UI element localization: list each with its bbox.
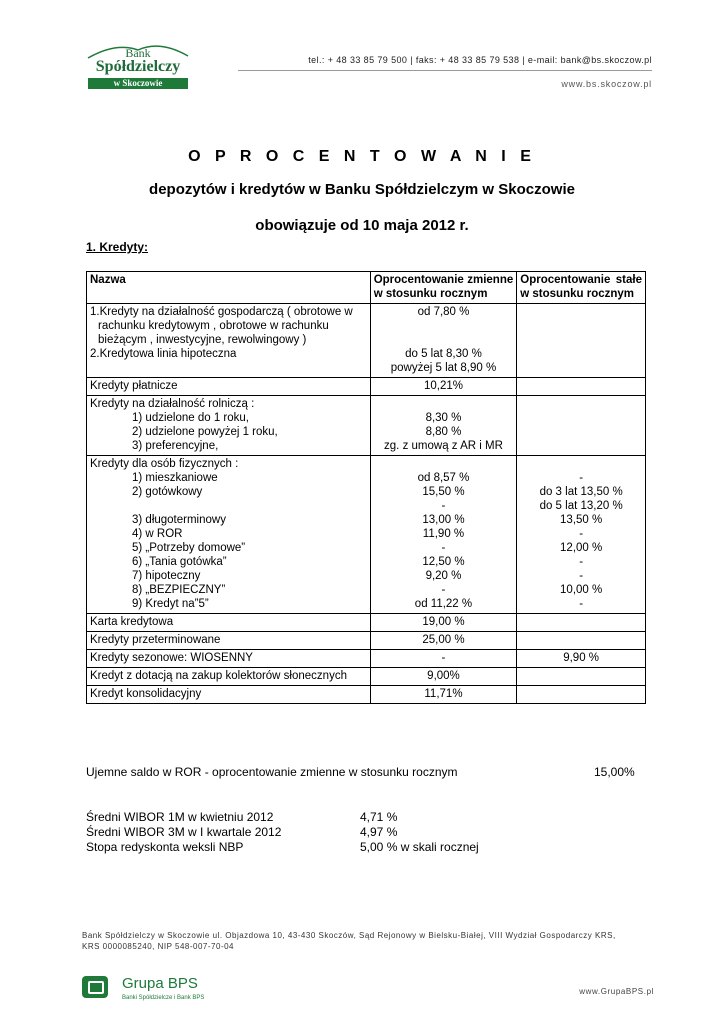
row-fixed-cell — [517, 396, 646, 456]
row-fixed-cell — [517, 632, 646, 650]
cell-line: bieżącym , inwestycyjne, rewolwingowy ) — [98, 334, 307, 346]
row-name-cell — [87, 650, 371, 668]
cell-line: - — [441, 500, 446, 512]
logo-bank-text: Bank — [125, 46, 151, 60]
row-name-cell — [87, 456, 371, 614]
cell-line: 7) hipoteczny — [132, 570, 201, 582]
row-variable-cell — [370, 614, 517, 632]
row-variable-cell — [370, 378, 517, 396]
cell-line — [520, 439, 642, 453]
cell-line: - — [579, 598, 584, 610]
valid-from: obowiązuje od 10 maja 2012 r. — [255, 217, 469, 234]
cell-line: 4) w ROR — [132, 528, 183, 540]
cell-line — [520, 425, 642, 439]
footer-line-1: Bank Spółdzielczy w Skoczowie ul. Objazdowa 10, 43-430 Skoczów, Sąd Rejonowy w Bielsku-Białej, VIII Wydział Gospodarczy KRS, — [82, 931, 616, 940]
logo-name-text: Spółdzielczy — [95, 58, 181, 75]
cell-line: zg. z umową z AR i MR — [384, 440, 503, 452]
cell-line — [90, 361, 367, 375]
cell-line: - — [579, 472, 584, 484]
cell-line — [520, 397, 642, 411]
cell-line: 2) gotówkowy — [132, 486, 203, 498]
cell-line: 3) preferencyjne, — [132, 440, 219, 452]
row-variable-cell — [370, 396, 517, 456]
grupa-bps-subtitle: Banki Spółdzielcze i Bank BPS — [122, 995, 205, 1001]
cell-line: 9,20 % — [425, 570, 462, 582]
cell-line — [520, 615, 642, 629]
grupa-website-link[interactable]: www.GrupaBPS.pl — [579, 987, 654, 996]
cell-line: Kredyty dla osób fizycznych : — [90, 458, 239, 470]
footer-line-2: KRS 0000085240, NIP 548-007-70-04 — [82, 942, 235, 951]
cell-line: - — [579, 528, 584, 540]
row-name-cell — [87, 396, 371, 456]
table-row — [87, 668, 646, 686]
cell-line — [520, 379, 642, 393]
cell-line: - — [441, 584, 446, 596]
table-row — [87, 632, 646, 650]
saldo-value: 15,00% — [594, 765, 635, 779]
cell-line: 1) udzielone do 1 roku, — [132, 412, 249, 424]
cell-line: 13,00 % — [422, 514, 465, 526]
header-divider — [238, 70, 652, 71]
table-row — [87, 396, 646, 456]
row-variable-cell — [370, 668, 517, 686]
document-subtitle: depozytów i kredytów w Banku Spółdzielczym w Skoczowie — [149, 181, 575, 198]
rate-label: Średni WIBOR 1M w kwietniu 2012 — [86, 810, 274, 824]
cell-line: do 5 lat 13,20 % — [539, 500, 623, 512]
cell-line — [520, 457, 642, 471]
cell-line: 8) „BEZPIECZNY” — [132, 584, 226, 596]
cell-line — [520, 687, 642, 701]
contact-line: tel.: + 48 33 85 79 500 | faks: + 48 33 85 79 538 | e-mail: bank@bs.skoczow.pl — [308, 55, 652, 65]
row-name-cell — [87, 686, 371, 704]
cell-line: 11,71% — [424, 688, 463, 700]
rate-value: 5,00 % w skali rocznej — [360, 840, 479, 854]
cell-line — [520, 305, 642, 319]
table-row — [87, 378, 646, 396]
row-fixed-cell — [517, 686, 646, 704]
section-heading: 1. Kredyty: — [86, 240, 149, 254]
cell-line: 10,00 % — [560, 584, 603, 596]
row-variable-cell — [370, 304, 517, 378]
cell-line: - — [441, 652, 446, 664]
cell-line: od 11,22 % — [414, 598, 473, 610]
header-variable: Oprocentowanie zmienne w stosunku rocznym — [370, 272, 517, 304]
saldo-label: Ujemne saldo w ROR - oprocentowanie zmienne w stosunku rocznym — [86, 765, 458, 779]
cell-line — [520, 669, 642, 683]
cell-line: Kredyty płatnicze — [90, 380, 178, 392]
cell-line: 12,50 % — [422, 556, 465, 568]
cell-line: do 5 lat 8,30 % — [405, 348, 482, 360]
cell-line: od 8,57 % — [417, 472, 470, 484]
cell-line — [520, 411, 642, 425]
cell-line: 2) udzielone powyżej 1 roku, — [132, 426, 278, 438]
row-variable-cell — [370, 686, 517, 704]
footer-address — [82, 931, 616, 951]
row-fixed-cell — [517, 614, 646, 632]
cell-line: 1.Kredyty na działalność gospodarczą ( obrotowe w — [90, 306, 353, 318]
cell-line: 8,80 % — [425, 426, 462, 438]
cell-line: - — [441, 542, 446, 554]
row-fixed-cell — [517, 668, 646, 686]
row-name-cell — [87, 378, 371, 396]
cell-line: Kredyt konsolidacyjny — [90, 688, 202, 700]
cell-line: 6) „Tania gotówka” — [132, 556, 227, 568]
header-fixed: Oprocentowanie stałe w stosunku rocznym — [517, 272, 646, 304]
cell-line: 3) długoterminowy — [132, 514, 226, 526]
grupa-bps-name: Grupa BPS — [122, 975, 198, 992]
document-title: O P R O C E N T O W A N I E — [188, 148, 536, 165]
rate-value: 4,71 % — [360, 810, 398, 824]
cell-line — [374, 319, 514, 333]
row-fixed-cell — [517, 378, 646, 396]
cell-line: 12,00 % — [560, 542, 603, 554]
bank-logo — [86, 44, 190, 90]
cell-line — [374, 457, 514, 471]
cell-line: Kredyty sezonowe: WIOSENNY — [90, 652, 253, 664]
cell-line: 10,21% — [423, 380, 463, 392]
rates-table — [86, 271, 646, 704]
cell-line: 25,00 % — [422, 634, 465, 646]
cell-line: 19,00 % — [422, 616, 465, 628]
table-row — [87, 614, 646, 632]
table-row — [87, 304, 646, 378]
table-row — [87, 650, 646, 668]
cell-line — [520, 333, 642, 347]
grupa-bps-logo-icon — [82, 976, 108, 998]
row-variable-cell — [370, 650, 517, 668]
row-fixed-cell — [517, 456, 646, 614]
cell-line — [520, 347, 642, 361]
table-row — [87, 686, 646, 704]
cell-line: rachunku kredytowym , obrotowe w rachunku — [98, 320, 329, 332]
cell-line: 11,90 % — [422, 528, 465, 540]
cell-line: 13,50 % — [560, 514, 603, 526]
cell-line — [90, 499, 367, 513]
row-name-cell — [87, 632, 371, 650]
rate-label: Średni WIBOR 3M w I kwartale 2012 — [86, 825, 282, 839]
row-name-cell — [87, 668, 371, 686]
cell-line: - — [579, 556, 584, 568]
row-variable-cell — [370, 632, 517, 650]
cell-line — [374, 333, 514, 347]
row-fixed-cell — [517, 304, 646, 378]
cell-line: 5) „Potrzeby domowe” — [132, 542, 246, 554]
cell-line: 9,90 % — [563, 652, 600, 664]
table-row — [87, 456, 646, 614]
cell-line: 1) mieszkaniowe — [132, 472, 218, 484]
rate-label: Stopa redyskonta weksli NBP — [86, 840, 244, 854]
cell-line: do 3 lat 13,50 % — [539, 486, 623, 498]
cell-line — [374, 397, 514, 411]
cell-line — [520, 361, 642, 375]
rate-value: 4,97 % — [360, 825, 398, 839]
cell-line: - — [579, 570, 584, 582]
cell-line — [520, 319, 642, 333]
row-variable-cell — [370, 456, 517, 614]
cell-line: 15,50 % — [422, 486, 465, 498]
header-name: Nazwa — [87, 272, 371, 304]
row-name-cell — [87, 614, 371, 632]
cell-line — [520, 633, 642, 647]
cell-line: Kredyty na działalność rolniczą : — [90, 398, 255, 410]
cell-line: Karta kredytowa — [90, 616, 174, 628]
cell-line: 8,30 % — [425, 412, 462, 424]
table-header-row — [87, 272, 646, 304]
cell-line: Kredyty przeterminowane — [90, 634, 221, 646]
cell-line: 9) Kredyt na”5” — [132, 598, 209, 610]
cell-line: 2.Kredytowa linia hipoteczna — [90, 348, 237, 360]
row-name-cell — [87, 304, 371, 378]
logo-sub-text: w Skoczowie — [88, 78, 188, 89]
website-link[interactable]: www.bs.skoczow.pl — [561, 79, 652, 89]
row-fixed-cell — [517, 650, 646, 668]
cell-line: Kredyt z dotacją na zakup kolektorów słonecznych — [90, 670, 347, 682]
cell-line: od 7,80 % — [417, 306, 470, 318]
cell-line: 9,00% — [427, 670, 460, 682]
cell-line: powyżej 5 lat 8,90 % — [390, 362, 497, 374]
